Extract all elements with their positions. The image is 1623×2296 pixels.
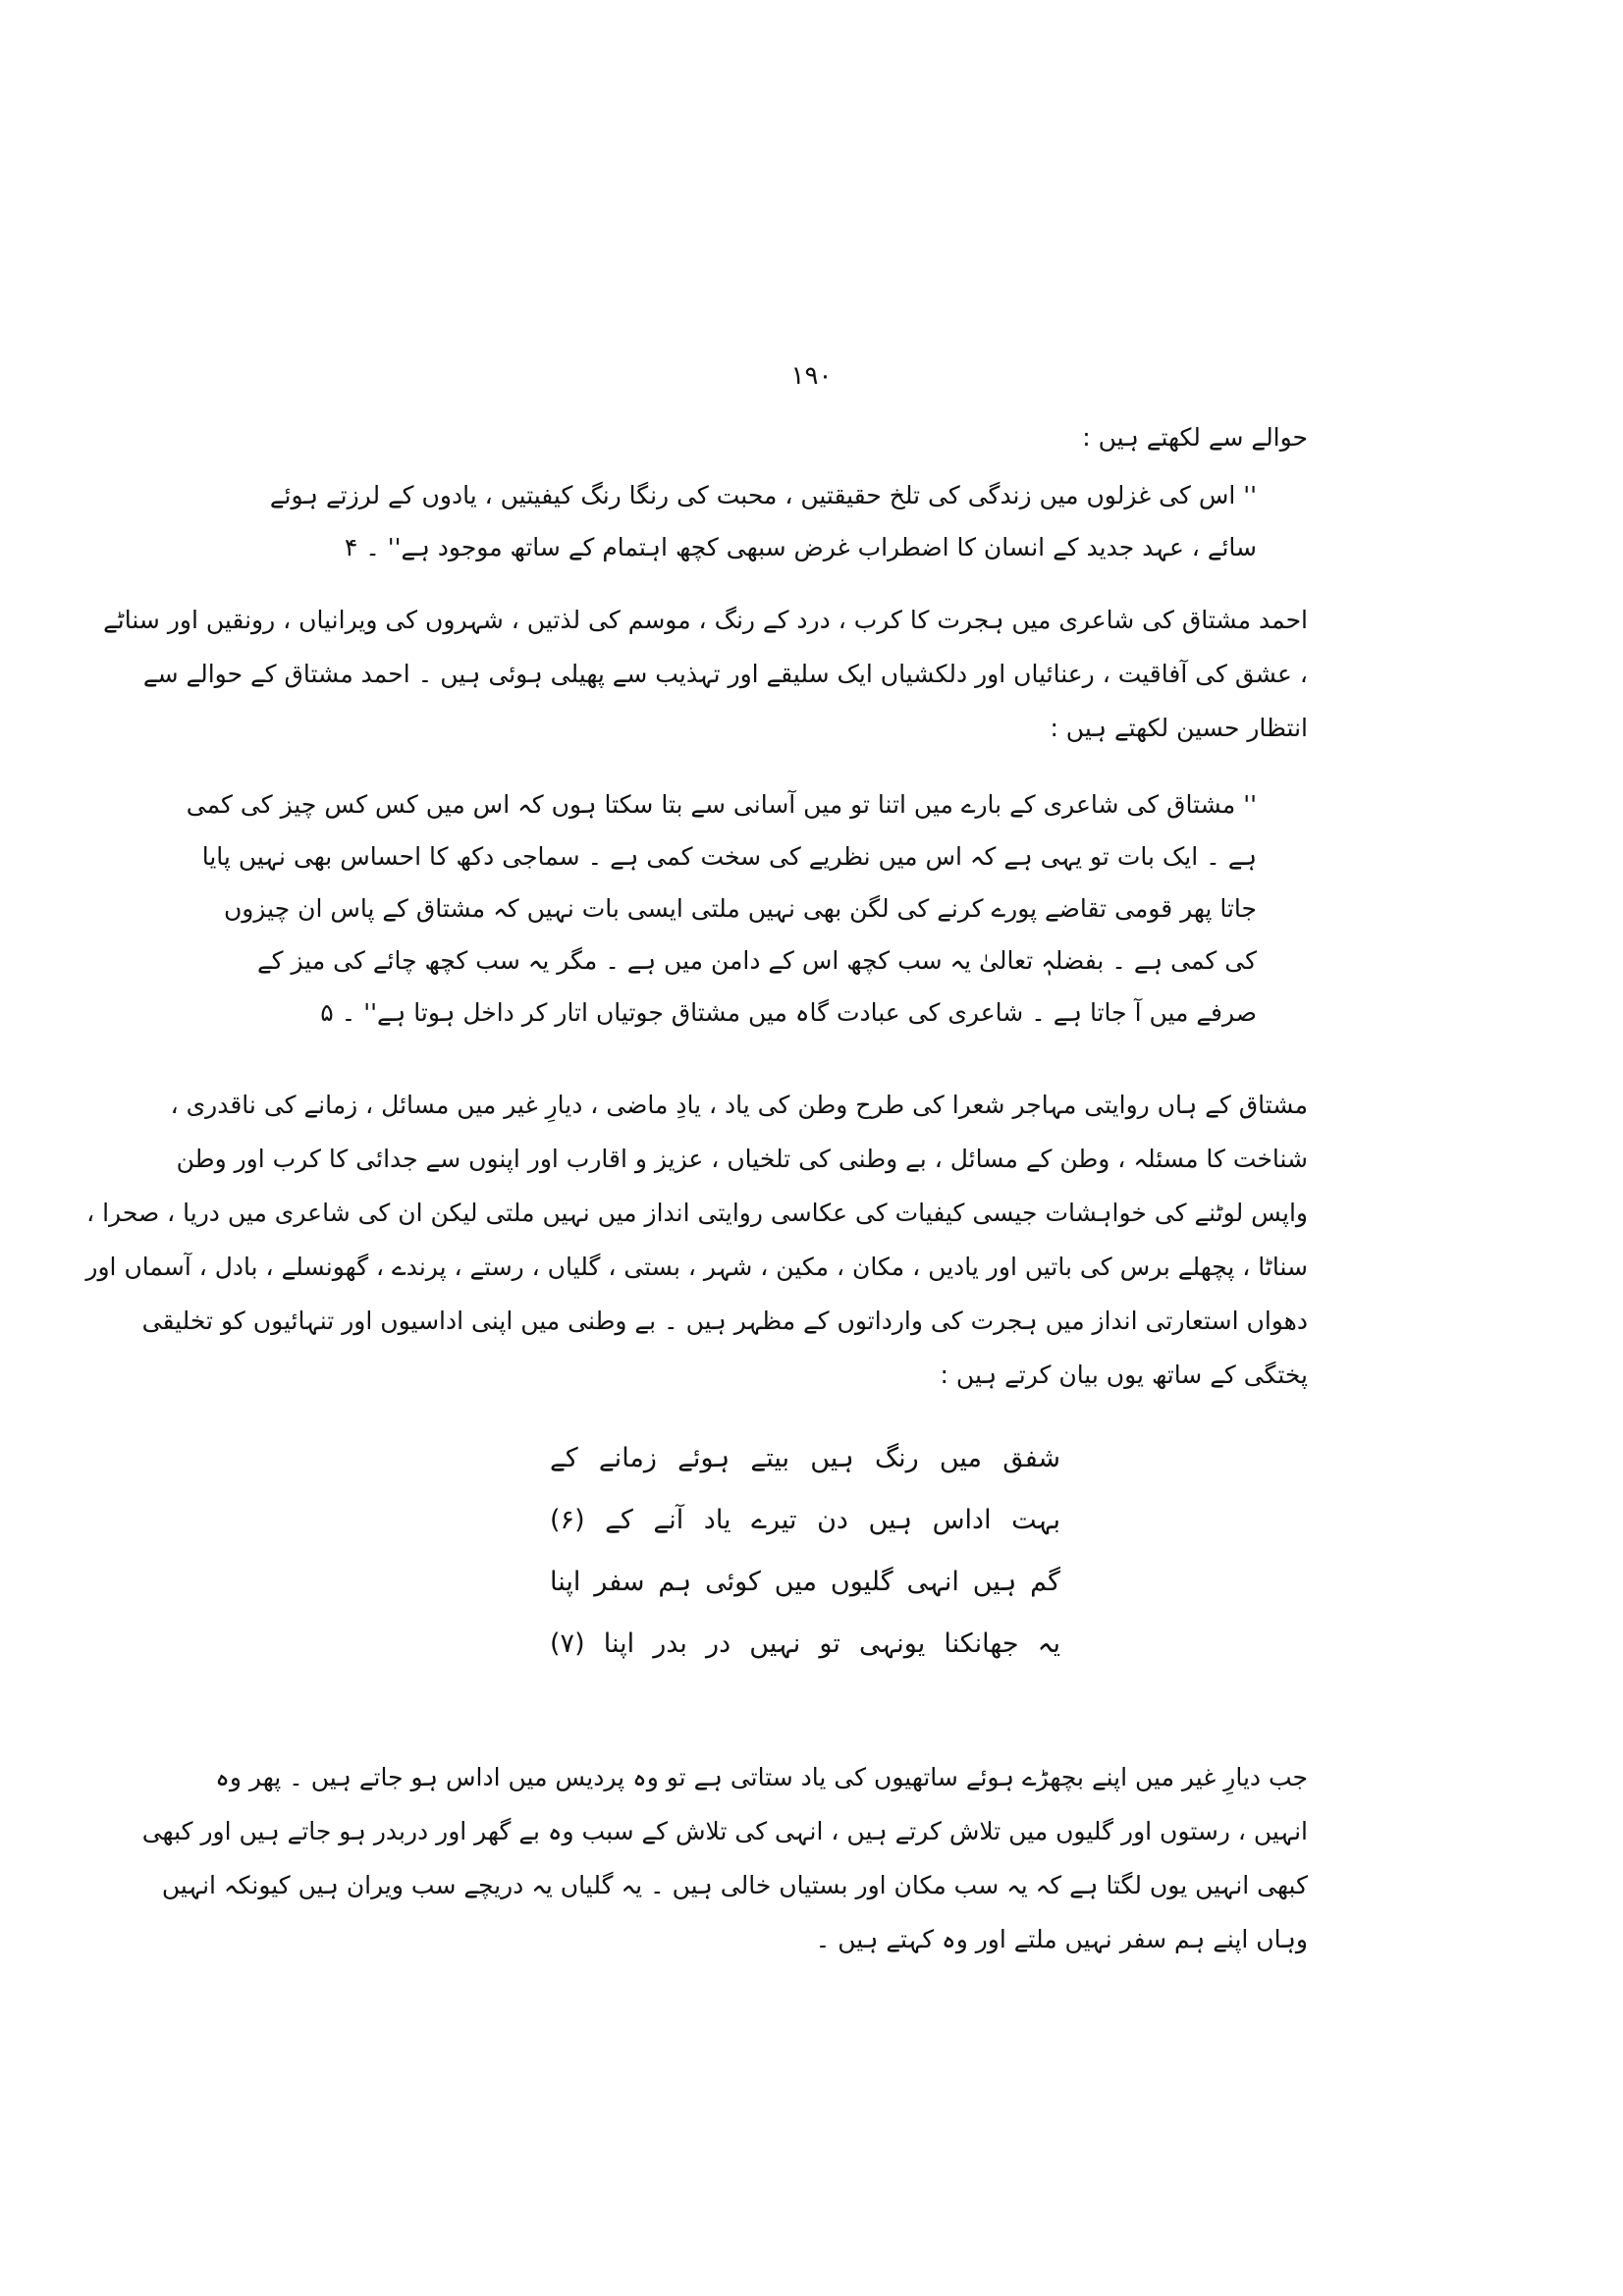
poem-verse: شفق میں رنگ ہیں بیتے ہوئے زمانے کے (550, 1443, 1060, 1473)
paragraph-line: وہاں اپنے ہم سفر نہیں ملتے اور وہ کہتے ہیں ۔ (815, 1925, 1308, 1953)
quote-line: کی کمی ہے ۔ بفضلہٖ تعالیٰ یہ سب کچھ اس کے دامن میں ہے ۔ مگر یہ سب کچھ چائے کی میز کے (257, 946, 1257, 975)
paragraph-line: پختگی کے ساتھ یوں بیان کرتے ہیں : (940, 1361, 1308, 1389)
quote-block-2 (186, 778, 1257, 1039)
page-number: ۱۹۰ (790, 361, 833, 391)
intro-line: حوالے سے لکھتے ہیں : (1082, 423, 1308, 452)
poem-verse: گم ہیں انہی گلیوں میں کوئی ہم سفر اپنا (550, 1567, 1060, 1597)
quote-line: '' اس کی غزلوں میں زندگی کی تلخ حقیقتیں ، محبت کی رنگا رنگ کیفیتیں ، یادوں کے لرزتے ہوئے (269, 481, 1257, 509)
poem-verse: بہت اداس ہیں دن تیرے یاد آنے کے (۶) (550, 1505, 1060, 1535)
quote-line: جاتا پھر قومی تقاضے پورے کرنے کی لگن بھی نہیں ملتی ایسی بات نہیں کہ مشتاق کے پاس ان چیزوں (223, 894, 1257, 923)
paragraph-line: انتظار حسین لکھتے ہیں : (1050, 714, 1308, 742)
paragraph-line: جب دیارِ غیر میں اپنے بچھڑے ہوئے ساتھیوں کی یاد ستاتی ہے تو وہ پردیس میں اداس ہو جاتے ہیں ۔ پھر وہ (215, 1763, 1308, 1791)
quote-block-1 (269, 469, 1257, 573)
quote-line: سائے ، عہد جدید کے انسان کا اضطراب غرض سبھی کچھ اہتمام کے ساتھ موجود ہے'' ۔ ۴ (344, 533, 1257, 561)
quote-line: ہے ۔ ایک بات تو یہی ہے کہ اس میں نظریے کی سخت کمی ہے ۔ سماجی دکھ کا احساس بھی نہیں پایا (201, 842, 1257, 871)
paragraph-line: مشتاق کے ہاں روایتی مہاجر شعرا کی طرح وطن کی یاد ، یادِ ماضی ، دیارِ غیر میں مسائل ، زمانے کی ناقدری ، (170, 1091, 1308, 1119)
poem-verse: یہ جھانکنا یونہی تو نہیں در بدر اپنا (۷) (550, 1629, 1060, 1659)
paragraph-line: ، عشق کی آفاقیت ، رعنائیاں اور دلکشیاں ایک سلیقے اور تہذیب سے پھیلی ہوئی ہیں ۔ احمد مشتاق کے حوالے سے (142, 660, 1308, 688)
paragraph-2 (85, 1078, 1308, 1402)
quote-line: صرفے میں آ جاتا ہے ۔ شاعری کی عبادت گاہ میں مشتاق جوتیاں اتار کر داخل ہوتا ہے'' ۔ ۵ (320, 998, 1257, 1027)
paragraph-line: کبھی انہیں یوں لگتا ہے کہ یہ سب مکان اور بستیاں خالی ہیں ۔ یہ گلیاں یہ دریچے سب ویران ہیں کیونکہ انہیں (161, 1871, 1308, 1899)
poem-block (550, 1427, 1060, 1675)
paragraph-line: سناٹا ، پچھلے برس کی باتیں اور یادیں ، مکان ، مکین ، شہر ، بستی ، گلیاں ، رستے ، پرندے ، گھونسلے ، بادل ، آسماں اور (85, 1253, 1308, 1281)
quote-line: '' مشتاق کی شاعری کے بارے میں اتنا تو میں آسانی سے بتا سکتا ہوں کہ اس میں کس کس چیز کی کمی (186, 790, 1257, 819)
paragraph-1 (103, 593, 1308, 755)
paragraph-line: دھواں استعارتی انداز میں ہجرت کی وارداتوں کے مظہر ہیں ۔ بے وطنی میں اپنی اداسیوں اور تنہائیوں کو تخلیقی (141, 1307, 1308, 1335)
intro-text (316, 410, 1308, 464)
paragraph-line: شناخت کا مسئلہ ، وطن کے مسائل ، بے وطنی کی تلخیاں ، عزیز و اقارب اور اپنوں سے جدائی کا کرب اور وطن (176, 1145, 1308, 1173)
paragraph-line: واپس لوٹنے کی خواہشات جیسی کیفیات کی عکاسی روایتی انداز میں نہیں ملتی لیکن ان کی شاعری میں دریا ، صحرا ، (86, 1199, 1308, 1227)
paragraph-3 (141, 1750, 1308, 1966)
paragraph-line: انہیں ، رستوں اور گلیوں میں تلاش کرتے ہیں ، انہی کی تلاش کے سبب وہ بے گھر اور دربدر ہو جاتے ہیں اور کبھی (141, 1817, 1308, 1845)
paragraph-line: احمد مشتاق کی شاعری میں ہجرت کا کرب ، درد کے رنگ ، موسم کی لذتیں ، شہروں کی ویرانیاں ، رونقیں اور سناٹے (103, 606, 1308, 634)
